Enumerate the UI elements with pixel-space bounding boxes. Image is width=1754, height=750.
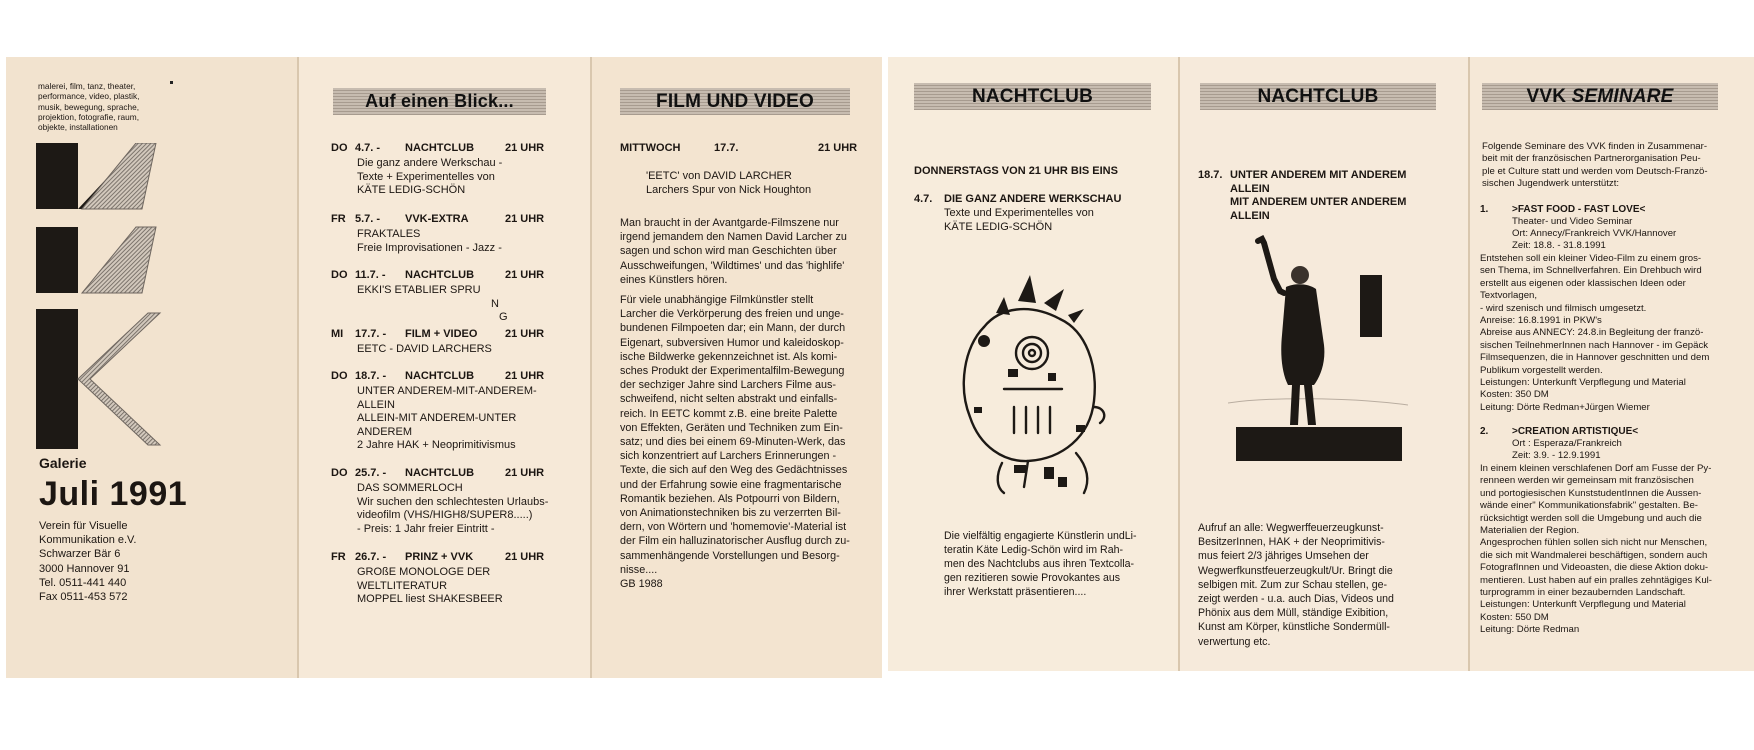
disciplines-list bbox=[38, 81, 139, 132]
text-line: Entstehen soll ein kleiner Video-Film zu einem gros- bbox=[1480, 253, 1702, 264]
detail-line: KÄTE LEDIG-SCHÖN bbox=[357, 184, 466, 196]
discipline-line: performance, video, plastik, bbox=[38, 91, 140, 102]
dot-mark bbox=[170, 81, 173, 84]
text-line: Angesprochen fühlen sollen sich nicht nur Menschen, bbox=[1480, 537, 1708, 549]
event-title: NACHTCLUB bbox=[405, 142, 475, 154]
discipline-line: musik, bewegung, sprache, bbox=[38, 101, 140, 112]
text-line: von Animationstechniken bis zu verzerrten Bil- bbox=[620, 507, 841, 520]
detail-line: Freie Improvisationen - Jazz - bbox=[357, 241, 502, 254]
text-line: und der Erfahrung sowie eine fragmentarische bbox=[620, 478, 842, 491]
nachtclub-title bbox=[1230, 169, 1406, 223]
text-line: Kosten: 550 DM bbox=[1480, 611, 1549, 623]
text-line: - wird szenisch und filmisch umgesetzt. bbox=[1480, 302, 1647, 314]
detail-line: GROßE MONOLOGE DER bbox=[357, 566, 491, 578]
film-intro bbox=[620, 216, 847, 287]
detail-line: MOPPEL liest SHAKESBEER bbox=[357, 593, 503, 605]
text-line: Zeit: 18.8. - 31.8.1991 bbox=[1512, 240, 1606, 252]
text-line: verwertung etc. bbox=[1198, 635, 1271, 648]
nachtclub-panel-1 bbox=[888, 57, 1178, 671]
title-line: ALLEIN bbox=[1230, 209, 1270, 222]
detail-line: EKKI'S ETABLIER SPRU bbox=[357, 284, 481, 296]
event-day: DO bbox=[331, 269, 348, 281]
event-title: PRINZ + VVK bbox=[405, 551, 474, 563]
seminar-body bbox=[1480, 253, 1709, 414]
phone-number: Tel. 0511-441 440 bbox=[39, 576, 127, 589]
text-line: Anreise: 16.8.1991 in PKW's bbox=[1480, 315, 1602, 327]
text-line: und portogiesischen KunststudentInnen die Aussen- bbox=[1480, 487, 1702, 499]
text-line: ple et Culture statt und werden vom Deutsch-Franzö- bbox=[1482, 165, 1708, 177]
detail-line: UNTER ANDEREM-MIT-ANDEREM- bbox=[357, 385, 537, 397]
text-line: sches Produkt der Experimentalfilm-Bewegung bbox=[620, 365, 845, 378]
event-day: DO bbox=[331, 370, 348, 382]
film-panel bbox=[590, 57, 882, 678]
text-line: Folgende Seminare des VVK finden in Zusammenar- bbox=[1482, 141, 1708, 152]
detail-line: ANDEREM bbox=[357, 425, 413, 438]
title-line: MIT ANDEREM UNTER ANDEREM bbox=[1230, 196, 1407, 208]
film-subtitle: 'EETC' von DAVID LARCHER bbox=[646, 170, 792, 182]
text-line: Filmsequenzen, die in Hannover geschnitten und dem bbox=[1480, 352, 1710, 364]
title-line: UNTER ANDEREM MIT ANDEREM bbox=[1230, 169, 1407, 181]
event-date: 5.7. - bbox=[355, 213, 381, 225]
text-line: Die vielfältig engagierte Künstlerin undLi- bbox=[944, 530, 1137, 542]
detail-line: - Preis: 1 Jahr freier Eintritt - bbox=[357, 522, 495, 535]
detail-line: Die ganz andere Werkschau - bbox=[357, 157, 503, 169]
text-line: men des Nachtclubs aus ihren Textcolla- bbox=[944, 558, 1134, 570]
event-title: NACHTCLUB bbox=[405, 269, 475, 281]
text-line: schweifend, nicht selten abstrakt und einfalls- bbox=[620, 393, 838, 406]
seminar-number: 1. bbox=[1480, 204, 1489, 215]
detail-line: FRAKTALES bbox=[357, 228, 421, 240]
detail-line: DAS SOMMERLOCH bbox=[357, 482, 463, 494]
text-line: eines Künstlers hören. bbox=[620, 273, 728, 286]
discipline-line: objekte, installationen bbox=[38, 122, 118, 133]
text-line: gen rezitieren sowie Provokantes aus bbox=[944, 572, 1121, 584]
text-line: ische Bildwerke gekennzeichnet ist. Als komi- bbox=[620, 350, 838, 363]
text-line: bundenen Filmpoeten dar; ein Mann, der durch bbox=[620, 322, 846, 335]
event-details bbox=[357, 482, 548, 536]
event-title: VVK-EXTRA bbox=[405, 213, 469, 225]
film-date: 17.7. bbox=[714, 142, 739, 154]
org-line: Kommunikation e.V. bbox=[39, 534, 137, 547]
text-line: ihrer Werkstatt präsentieren.... bbox=[944, 586, 1087, 598]
text-line: Larcher die Verkörperung des freien und unge- bbox=[620, 308, 844, 321]
heading-part: SEMINARE bbox=[1571, 86, 1674, 107]
seminar-meta bbox=[1512, 216, 1676, 253]
fold-line bbox=[1468, 57, 1470, 671]
seminar-number: 2. bbox=[1480, 426, 1489, 437]
text-line: BesitzerInnen, HAK + der Neoprimitivis- bbox=[1198, 536, 1385, 549]
text-line: erstellt aus eigenen oder klassischen Ideen oder bbox=[1480, 277, 1686, 289]
text-line: dern, von Wörtern und 'homemovie'-Material ist bbox=[620, 521, 847, 534]
event-date: 11.7. - bbox=[355, 269, 386, 281]
text-line: Abreise aus ANNECY: 24.8.in Begleitung der franzö- bbox=[1480, 327, 1704, 339]
event-time: 21 UHR bbox=[505, 467, 545, 479]
text-line: Kunst am Körper, künstliche Sondermüll- bbox=[1198, 621, 1390, 634]
nachtclub-description bbox=[1198, 521, 1394, 649]
event-date: 17.7. - bbox=[355, 328, 387, 340]
text-line: der sechziger Jahre sind Larchers Filme aus- bbox=[620, 379, 837, 392]
detail-line: Wir suchen den schlechtesten Urlaubs- bbox=[357, 495, 549, 508]
event-day: FR bbox=[331, 213, 346, 225]
event-time: 21 UHR bbox=[505, 142, 545, 154]
seminare-heading bbox=[1482, 83, 1718, 110]
text-line: Publikum vorgestellt werden. bbox=[1480, 364, 1603, 376]
event-day: DO bbox=[331, 467, 348, 479]
text-line: rücksichtigt werden soll die Umgebung und auch die bbox=[1480, 512, 1702, 524]
seminar-body bbox=[1480, 463, 1712, 637]
text-line: irgend jemandem den Namen David Larcher zu bbox=[620, 231, 847, 244]
text-line: selbigen mit. Zum zur Schau stellen, ge- bbox=[1198, 578, 1388, 591]
event-details bbox=[357, 228, 502, 255]
text-line: Wegwerfkunstfeuerzeugkult/Ur. Bringt die bbox=[1198, 564, 1393, 577]
seminare-intro bbox=[1482, 141, 1708, 191]
nachtclub-description bbox=[944, 529, 1137, 599]
vvk-logo bbox=[36, 143, 166, 463]
seminare-panel bbox=[1468, 57, 1754, 671]
text-line: Materialien der Region. bbox=[1480, 525, 1580, 537]
event-details bbox=[357, 385, 537, 453]
film-body bbox=[620, 293, 850, 591]
event-time: 21 UHR bbox=[505, 370, 545, 382]
text-line: Eigenart, subversiven Humor und kaleidoskop- bbox=[620, 336, 844, 349]
seminar-title: >CREATION ARTISTIQUE< bbox=[1512, 426, 1639, 437]
text-line: nisse.... bbox=[620, 563, 658, 576]
detail-line: ALLEIN bbox=[357, 398, 395, 411]
text-line: mentieren. Lust haben auf ein pralles zehntägiges Kul- bbox=[1480, 574, 1712, 586]
event-title: NACHTCLUB bbox=[405, 370, 475, 382]
event-title: NACHTCLUB bbox=[405, 467, 475, 479]
text-line: sischen TeilnehmerInnen nach Hannover - im Gepäck bbox=[1480, 339, 1709, 351]
text-line: Man braucht in der Avantgarde-Filmszene nur bbox=[620, 217, 839, 229]
text-line: Texte, die sich auf den Weg des Gedächtnisses bbox=[620, 464, 848, 477]
text-line: Für viele unabhängige Filmkünstler stellt bbox=[620, 294, 814, 306]
text-line: teratin Käte Ledig-Schön wird im Rah- bbox=[944, 544, 1124, 556]
text-line: sagen und schon wird man Geschichten über bbox=[620, 245, 837, 258]
address-line: Schwarzer Bär 6 bbox=[39, 548, 121, 561]
detail-letter: N bbox=[491, 298, 499, 310]
text-line: Phönix aus dem Müll, ständige Exibition, bbox=[1198, 607, 1389, 620]
cover-panel bbox=[6, 57, 297, 678]
fold-line bbox=[297, 57, 299, 678]
event-time: 21 UHR bbox=[505, 269, 545, 281]
text-line: von Effekten, Geräten und Techniken zum Ein- bbox=[620, 421, 843, 434]
text-line: renneen werden wir gemeinsam mit französischen bbox=[1480, 475, 1694, 487]
detail-line: WELTLITERATUR bbox=[357, 579, 448, 592]
event-day: DO bbox=[331, 142, 348, 154]
text-line: Leistungen: Unterkunft Verpflegung und Material bbox=[1480, 377, 1686, 389]
text-line: FotografInnen und Videoasten, die diese Aktion doku- bbox=[1480, 562, 1709, 574]
text-line: Aufruf an alle: Wegwerffeuerzeugkunst- bbox=[1198, 522, 1384, 534]
text-line: sammenhängende Vorstellungen und Besorg- bbox=[620, 549, 840, 562]
text-line: sen Thema, im Schnellverfahren. Ein Drehbuch wird bbox=[1480, 265, 1702, 277]
text-line: Textvorlagen, bbox=[1480, 290, 1538, 302]
event-day: MI bbox=[331, 328, 344, 340]
nachtclub-heading: NACHTCLUB bbox=[914, 83, 1151, 110]
text-line: Ort : Esperaza/Frankreich bbox=[1512, 438, 1622, 449]
org-address bbox=[39, 519, 136, 604]
discipline-line: projektion, fotografie, raum, bbox=[38, 111, 139, 122]
event-details bbox=[357, 157, 502, 198]
detail-line: 2 Jahre HAK + Neoprimitivismus bbox=[357, 439, 516, 451]
detail-line: ALLEIN-MIT ANDEREM-UNTER bbox=[357, 412, 517, 424]
nachtclub-schedule: DONNERSTAGS VON 21 UHR BIS EINS bbox=[914, 165, 1118, 177]
text-line: mus feiert 2/3 jähriges Umsehen der bbox=[1198, 550, 1369, 563]
film-credit: GB 1988 bbox=[620, 578, 663, 591]
text-line: sich konzentriert auf Larchers Erinnerungen - bbox=[620, 450, 837, 463]
event-time: 21 UHR bbox=[505, 328, 545, 340]
text-line: Ort: Annecy/Frankreich VVK/Hannover bbox=[1512, 228, 1677, 240]
text-line: Theater- und Video Seminar bbox=[1512, 216, 1633, 227]
text-line: reich. In EETC kommt z.B. eine breite Palette bbox=[620, 407, 838, 420]
text-line: wände einer" Kommunikationsfabrik" gestalten. Be- bbox=[1480, 500, 1698, 512]
film-heading: FILM UND VIDEO bbox=[620, 88, 850, 115]
detail-letter: G bbox=[499, 311, 508, 323]
text-line: Kosten: 350 DM bbox=[1480, 389, 1549, 401]
text-line: Romantik beziehen. Als Potpourri von Bildern, bbox=[620, 492, 840, 505]
text-line: Ausschweifungen, 'Wildtimes' und das 'highlife' bbox=[620, 259, 845, 272]
text-line: beit mit der französischen Partnerorganisation Peu- bbox=[1482, 153, 1701, 165]
face-drawing bbox=[944, 257, 1114, 497]
overview-panel bbox=[297, 57, 590, 678]
text-line: die sich mit Wandmalerei beschäftigen, sondern auch bbox=[1480, 549, 1708, 561]
text-line: satz; und dies bei einem 69-Minuten-Werk, das bbox=[620, 436, 846, 449]
performer-photo bbox=[1228, 235, 1408, 465]
text-line: der Film ein halluzinatorischer Ausflug durch zu- bbox=[620, 535, 850, 548]
nachtclub-panel-2 bbox=[1178, 57, 1468, 671]
text-line: Leistungen: Unterkunft Verpflegung und Material bbox=[1480, 599, 1686, 611]
address-line: 3000 Hannover 91 bbox=[39, 562, 130, 575]
text-line: sischen Jugendwerk unterstützt: bbox=[1482, 178, 1620, 190]
detail-line: videofilm (VHS/HIGH8/SUPER8.....) bbox=[357, 509, 533, 521]
discipline-line: malerei, film, tanz, theater, bbox=[38, 81, 136, 91]
text-line: Zeit: 3.9. - 12.9.1991 bbox=[1512, 450, 1601, 462]
event-date: 4.7. - bbox=[355, 142, 381, 154]
nachtclub-date: 18.7. bbox=[1198, 169, 1223, 181]
seminar-meta bbox=[1512, 438, 1622, 462]
event-time: 21 UHR bbox=[505, 551, 545, 563]
event-time: 21 UHR bbox=[505, 213, 545, 225]
heading-part: VVK bbox=[1526, 86, 1572, 107]
event-date: 25.7. - bbox=[355, 467, 387, 479]
nachtclub-subtitle: Texte und Experimentelles von bbox=[944, 207, 1094, 219]
fax-number: Fax 0511-453 572 bbox=[39, 591, 128, 604]
nachtclub-subtitle: KÄTE LEDIG-SCHÖN bbox=[944, 221, 1053, 233]
event-date: 26.7. - bbox=[355, 551, 387, 563]
title-line: ALLEIN bbox=[1230, 182, 1270, 195]
film-time: 21 UHR bbox=[818, 142, 858, 154]
film-day: MITTWOCH bbox=[620, 142, 681, 154]
nachtclub-title: DIE GANZ ANDERE WERKSCHAU bbox=[944, 193, 1122, 205]
event-title: FILM + VIDEO bbox=[405, 328, 478, 340]
nachtclub-date: 4.7. bbox=[914, 193, 933, 205]
text-line: turprogramm in einer bezaubernden Landschaft. bbox=[1480, 587, 1686, 599]
fold-line bbox=[1178, 57, 1180, 671]
event-day: FR bbox=[331, 551, 346, 563]
fold-line bbox=[590, 57, 592, 678]
nachtclub-heading: NACHTCLUB bbox=[1200, 83, 1436, 110]
galerie-label: Galerie bbox=[39, 455, 87, 471]
text-line: Leitung: Dörte Redman+Jürgen Wiemer bbox=[1480, 401, 1650, 413]
detail-line: EETC - DAVID LARCHERS bbox=[357, 343, 492, 355]
film-subtitle: Larchers Spur von Nick Houghton bbox=[646, 184, 812, 196]
org-line: Verein für Visuelle bbox=[39, 520, 128, 532]
detail-line: Texte + Experimentelles von bbox=[357, 170, 495, 183]
text-line: In einem kleinen verschlafenen Dorf am Fusse der Py- bbox=[1480, 463, 1712, 474]
text-line: zeigt werden - u.a. auch Dias, Videos und bbox=[1198, 593, 1394, 606]
issue-title: Juli 1991 bbox=[39, 475, 188, 513]
text-line: Leitung: Dörte Redman bbox=[1480, 624, 1580, 636]
seminar-title: >FAST FOOD - FAST LOVE< bbox=[1512, 204, 1646, 215]
event-date: 18.7. - bbox=[355, 370, 387, 382]
event-details bbox=[357, 566, 503, 607]
overview-heading: Auf einen Blick... bbox=[333, 88, 546, 115]
